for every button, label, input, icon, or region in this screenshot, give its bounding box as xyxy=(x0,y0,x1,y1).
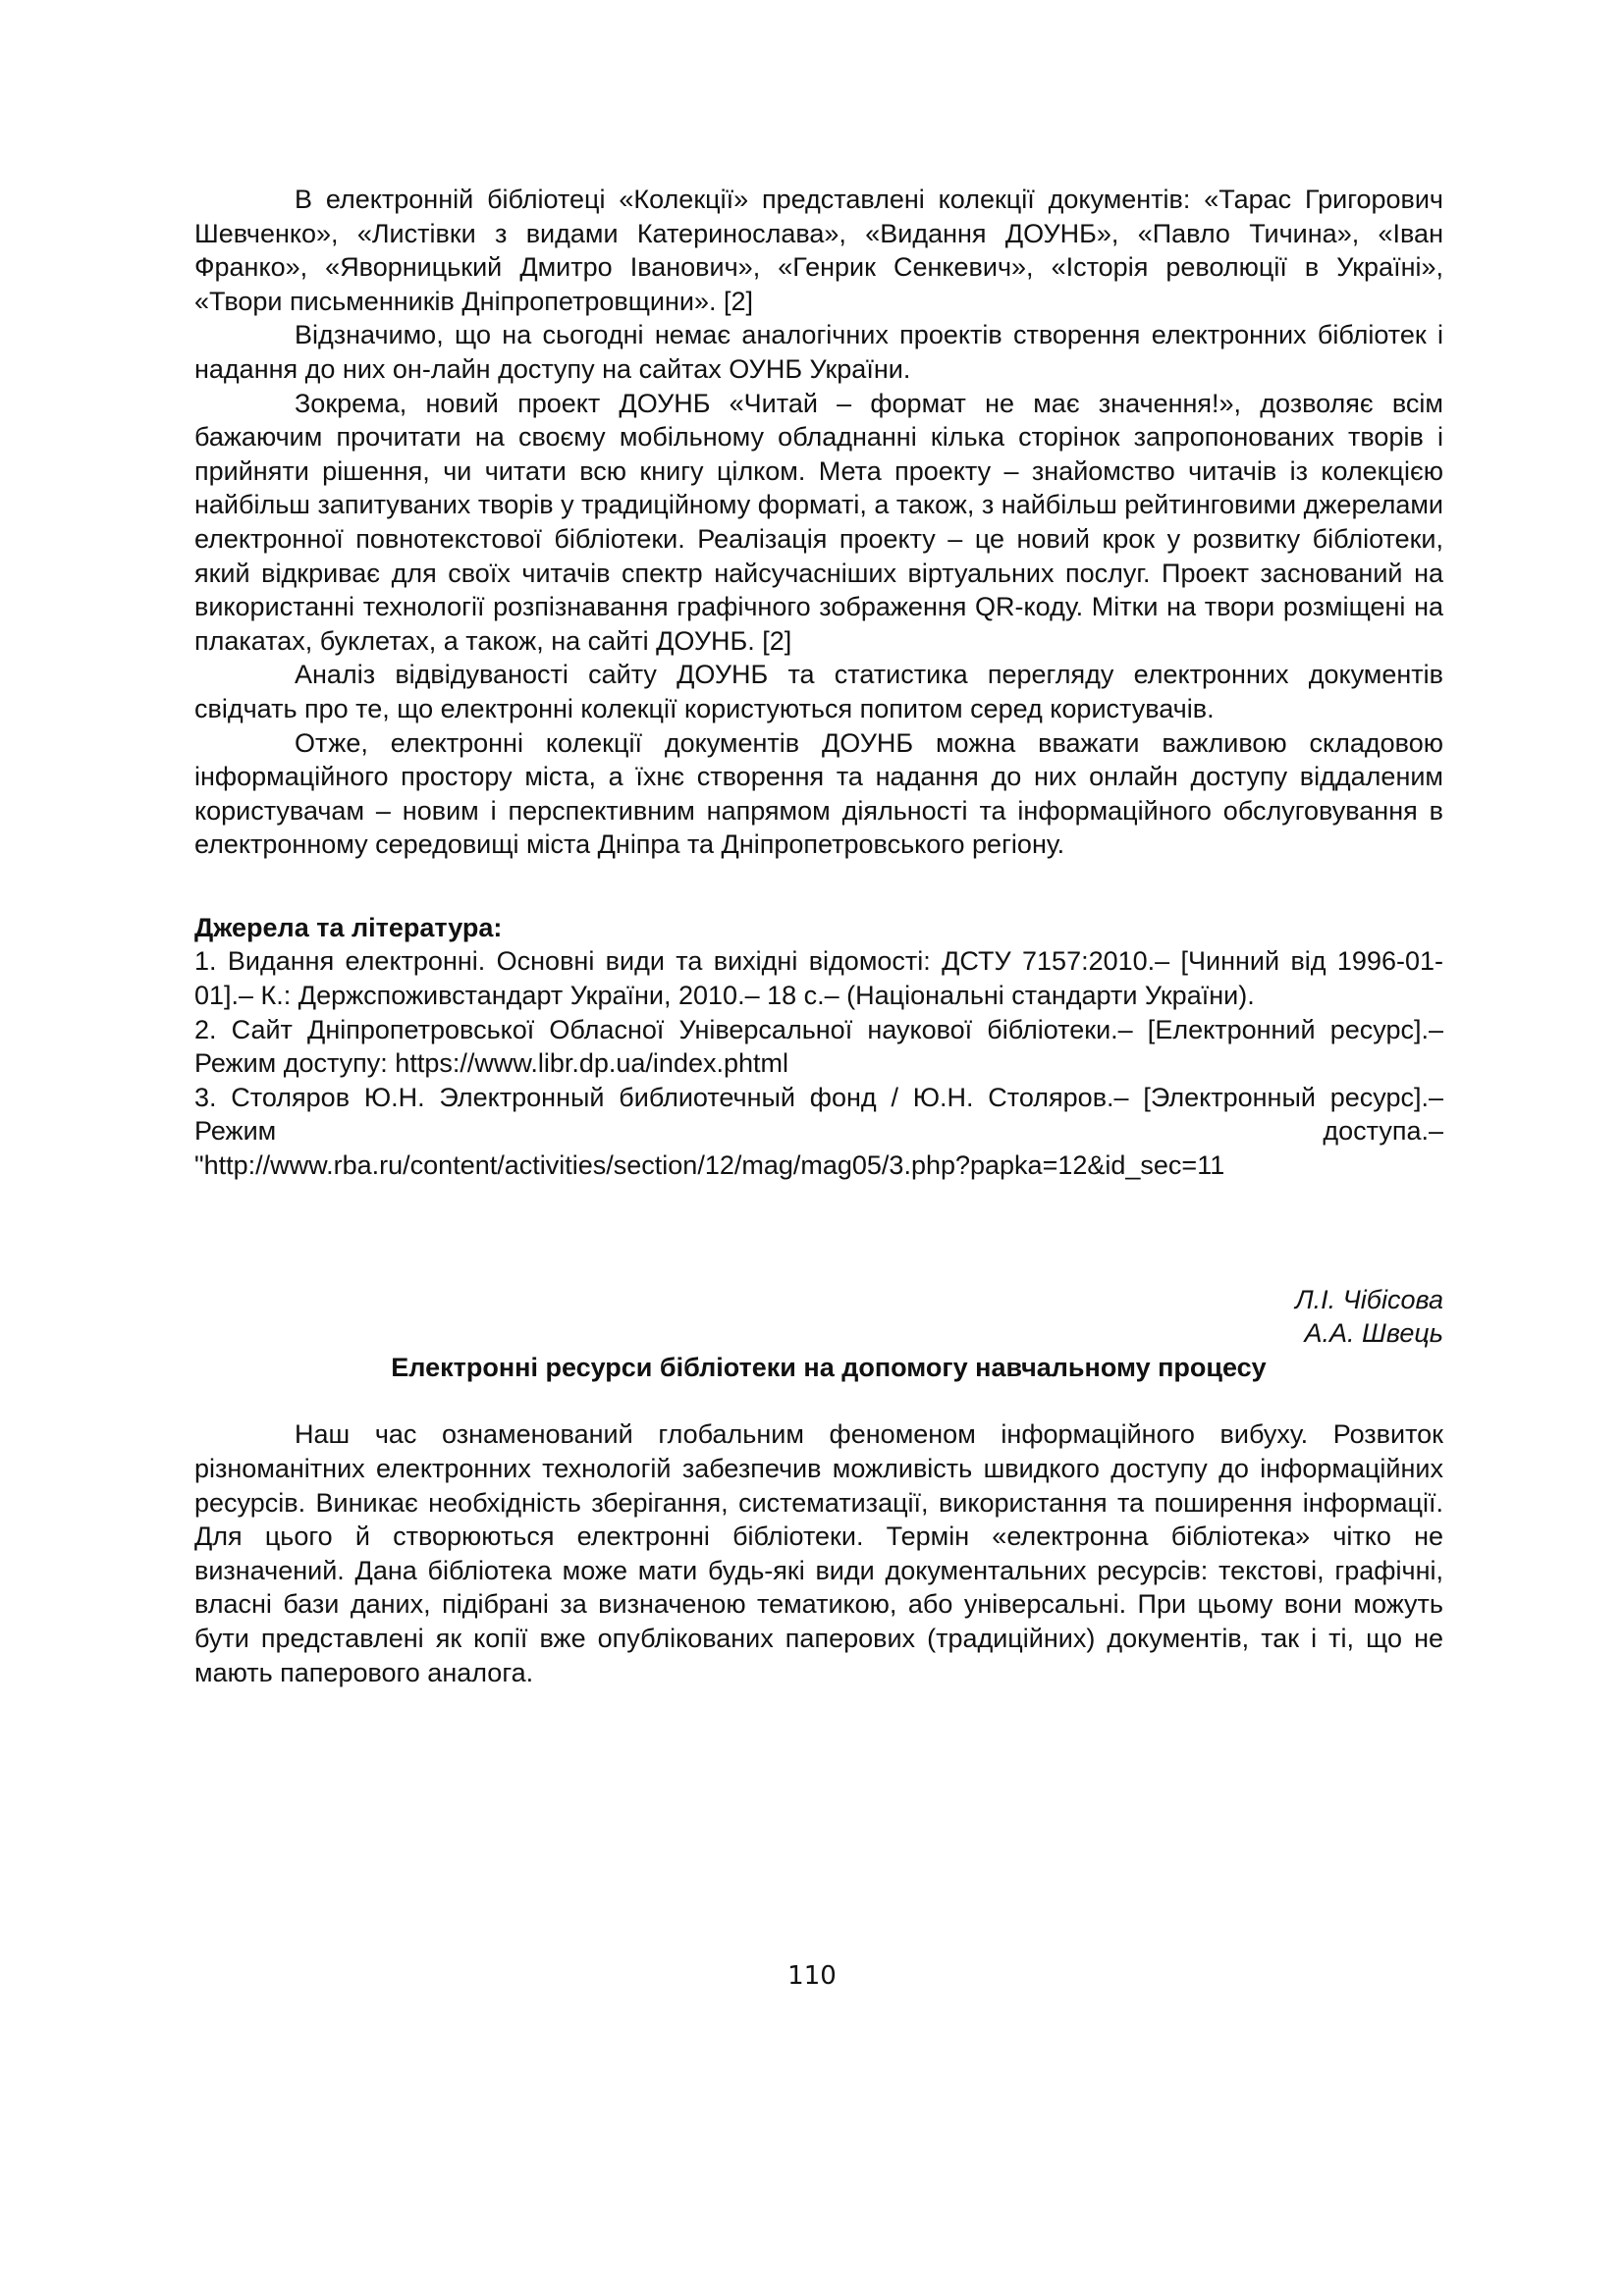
paragraph-site-analysis: Аналіз відвідуваності сайту ДОУНБ та статистика перегляду електронних документів свідчать про те, що електронні колекції користуються попитом серед користувачів. xyxy=(194,660,1443,723)
author-name: А.А. Швець xyxy=(1304,1318,1443,1349)
article-title: Електронні ресурси бібліотеки на допомогу навчальному процесу xyxy=(391,1352,1267,1382)
author-name: Л.І. Чібісова xyxy=(1295,1284,1443,1314)
paragraph-conclusion: Отже, електронні колекції документів ДОУНБ можна вважати важливою складовою інформаційного простору міста, а їхнє створення та надання до них онлайн доступу віддаленим користувачам – новим і перспективним напрямом діяльності та інформаційного обслуговування в електронному середовищі міста Дніпра та Дніпропетровського регіону. xyxy=(194,727,1443,860)
page-number: 110 xyxy=(787,1961,837,1991)
reference-item-2: 2. Сайт Дніпропетровської Обласної Універсальної наукової бібліотеки.– [Електронний ресурс].– Режим доступу: https://www.libr.dp.ua/index.phtml xyxy=(194,1014,1443,1079)
paragraph-collections: В електронній бібліотеці «Колекції» представлені колекції документів: «Тарас Григорович Шевченко», «Листівки з видами Катеринослава», «Видання ДОУНБ», «Павло Тичина», «Іван Франко», «Яворницький Дмитро Іванович», «Генрик Сенкевич», «Історія революції в Україні», «Твори письменників Дніпропетровщини». [2] xyxy=(194,185,1443,316)
reference-item-1: 1. Видання електронні. Основні види та вихідні відомості: ДСТУ 7157:2010.– [Чинний від 1996-01-01].– К.: Держспоживстандарт України, 2010.– 18 с.– (Національні стандарти України). xyxy=(194,946,1443,1011)
references-section xyxy=(194,911,1443,1183)
reference-item-3: 3. Столяров Ю.Н. Электронный библиотечный фонд / Ю.Н. Столяров.– [Электронный ресурс].– Режим доступа.– xyxy=(194,1082,1443,1147)
document-page xyxy=(194,183,1443,1689)
references-title: Джерела та література: xyxy=(194,912,503,942)
article-paragraph: Наш час ознаменований глобальним феноменом інформаційного вибуху. Розвиток різноманітних електронних технологій забезпечив можливість швидкого доступу до інформаційних ресурсів. Виникає необхідність зберігання, систематизації, використання та поширення інформації. Для цього й створюються електронні бібліотеки. Термін «електронна бібліотека» чітко не визначений. Дана бібліотека може мати будь-які види документальних ресурсів: текстові, графічні, власні бази даних, підібрані за визначеною тематикою, або універсальні. При цьому вони можуть бути представлені як копії вже опублікованих паперових (традиційних) документів, так і ті, що не мають паперового аналога. xyxy=(194,1419,1443,1687)
reference-item-3-url: "http://www.rba.ru/content/activities/section/12/mag/mag05/3.php?papka=12&id_sec=11 xyxy=(194,1150,1225,1181)
paragraph-no-analogues: Відзначимо, що на сьогодні немає аналогічних проектів створення електронних бібліотек і надання до них он-лайн доступу на сайтах ОУНБ України. xyxy=(194,320,1443,384)
paragraph-read-project: Зокрема, новий проект ДОУНБ «Читай – формат не має значення!», дозволяє всім бажаючим прочитати на своєму мобільному обладнанні кілька сторінок запропонованих творів і прийняти рішення, чи читати всю книгу цілком. Мета проекту – знайомство читачів із колекцією найбільш запитуваних творів у традиційному форматі, а також, з найбільш рейтинговими джерелами електронної повнотекстової бібліотеки. Реалізація проекту – це новий крок у розвитку бібліотеки, який відкриває для своїх читачів спектр найсучасніших віртуальних послуг. Проект заснований на використанні технології розпізнавання графічного зображення QR-коду. Мітки на твори розміщені на плакатах, буклетах, а також, на сайті ДОУНБ. [2] xyxy=(194,388,1443,656)
article-authors xyxy=(194,1283,1443,1351)
